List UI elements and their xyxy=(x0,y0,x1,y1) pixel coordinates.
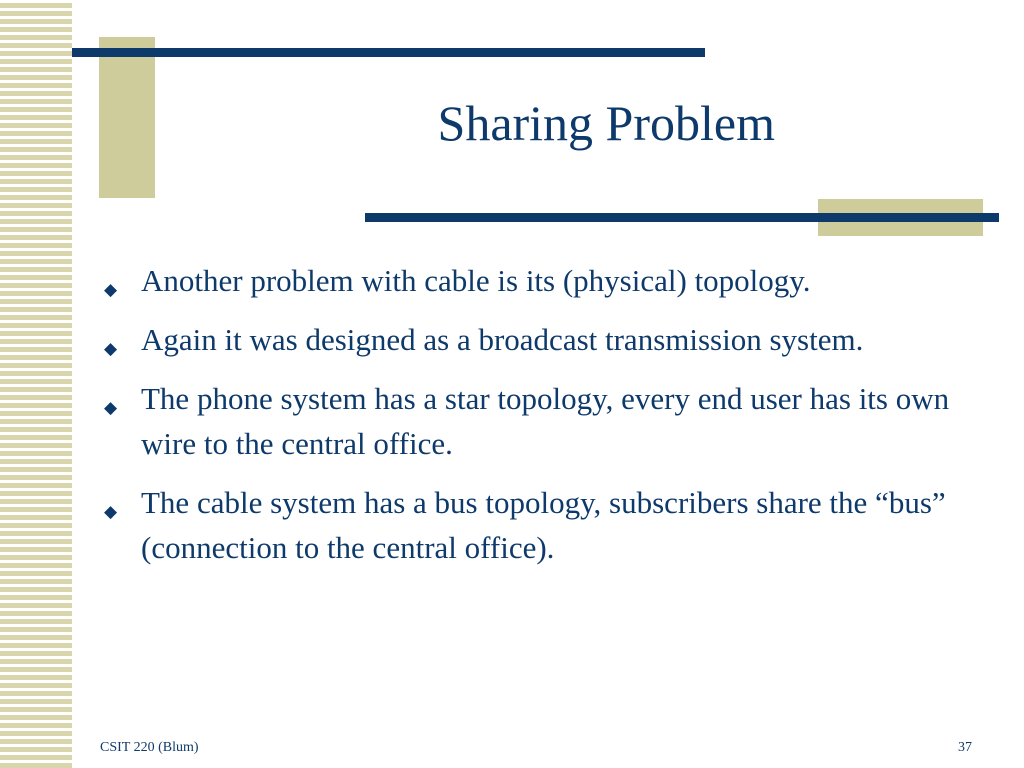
title-rule-bottom xyxy=(365,213,999,222)
diamond-icon: ◆ xyxy=(104,502,118,521)
bullet-item xyxy=(100,258,960,303)
bullet-text: The phone system has a star topology, every end user has its own wire to the central office. xyxy=(141,381,950,461)
bullet-text: Another problem with cable is its (physical) topology. xyxy=(141,263,811,298)
title-rule-top xyxy=(72,48,705,57)
bullet-item xyxy=(100,480,960,570)
slide-title: Sharing Problem xyxy=(437,95,775,151)
bullet-text: The cable system has a bus topology, subscribers share the “bus” (connection to the central office). xyxy=(141,485,946,565)
striped-margin xyxy=(0,0,72,768)
decorative-square-top xyxy=(99,37,155,198)
bullet-item xyxy=(100,317,960,362)
bullet-list xyxy=(100,258,960,584)
diamond-icon: ◆ xyxy=(104,339,118,358)
footer-course-label: CSIT 220 (Blum) xyxy=(100,740,199,755)
bullet-item xyxy=(100,376,960,466)
diamond-icon: ◆ xyxy=(104,280,118,299)
page-number: 37 xyxy=(958,740,972,755)
bullet-text: Again it was designed as a broadcast transmission system. xyxy=(141,322,864,357)
diamond-icon: ◆ xyxy=(104,398,118,417)
